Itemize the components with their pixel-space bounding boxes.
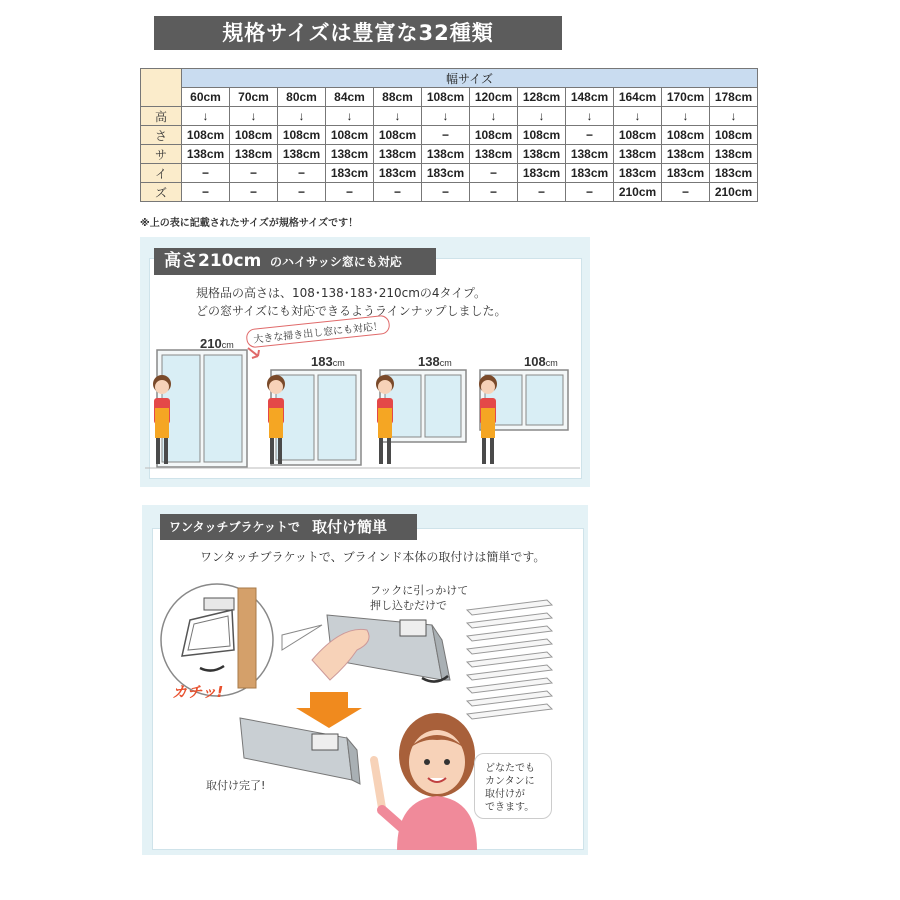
table-cell: 108cm bbox=[470, 126, 518, 145]
blind-slat bbox=[467, 691, 552, 706]
table-cell: 183cm bbox=[326, 164, 374, 183]
table-cell: 138cm bbox=[710, 145, 758, 164]
table-cell: 108cm bbox=[230, 126, 278, 145]
width-cell: 60cm bbox=[182, 88, 230, 107]
table-cell: − bbox=[278, 164, 326, 183]
table-cell: ↓ bbox=[470, 107, 518, 126]
table-cell: 108cm bbox=[662, 126, 710, 145]
table-cell: 210cm bbox=[710, 183, 758, 202]
table-cell: 138cm bbox=[470, 145, 518, 164]
table-cell: 183cm bbox=[374, 164, 422, 183]
table-cell: − bbox=[278, 183, 326, 202]
blind-slat bbox=[467, 600, 552, 615]
height-label-cell: 高 bbox=[141, 107, 182, 126]
window-label-183: 183cm bbox=[311, 354, 345, 369]
window-210-illustration bbox=[157, 350, 247, 467]
rail-push-illustration bbox=[312, 615, 450, 682]
bracket-panel-tab-subtitle: ワンタッチブラケットで bbox=[169, 520, 300, 534]
table-cell: 183cm bbox=[710, 164, 758, 183]
table-cell: 138cm bbox=[566, 145, 614, 164]
table-cell: ↓ bbox=[566, 107, 614, 126]
blind-slat bbox=[467, 626, 552, 641]
hook-text-2: 押し込むだけで bbox=[370, 599, 447, 612]
table-cell: 108cm bbox=[278, 126, 326, 145]
blind-slat bbox=[467, 665, 552, 680]
table-cell: 108cm bbox=[518, 126, 566, 145]
table-cell: − bbox=[182, 183, 230, 202]
blind-slats-illustration bbox=[467, 600, 552, 719]
height-label-cell: イ bbox=[141, 164, 182, 183]
width-cell: 178cm bbox=[710, 88, 758, 107]
table-cell: ↓ bbox=[710, 107, 758, 126]
speech-bubble bbox=[474, 753, 552, 819]
blind-slat bbox=[467, 652, 552, 667]
table-cell: 183cm bbox=[614, 164, 662, 183]
table-cell: ↓ bbox=[374, 107, 422, 126]
window-label-108: 108cm bbox=[524, 354, 558, 369]
bracket-closeup-illustration bbox=[161, 584, 322, 696]
hook-text-1: フックに引っかけて bbox=[370, 584, 469, 597]
height-label-cell: サ bbox=[141, 145, 182, 164]
width-cell: 164cm bbox=[614, 88, 662, 107]
callout-arrow-icon bbox=[248, 348, 259, 358]
blind-slat bbox=[467, 639, 552, 654]
speech-bubble-line: 取付けが bbox=[485, 789, 525, 800]
width-cell: 80cm bbox=[278, 88, 326, 107]
table-cell: 108cm bbox=[326, 126, 374, 145]
height-label-cell: さ bbox=[141, 126, 182, 145]
width-cell: 170cm bbox=[662, 88, 710, 107]
table-cell: ↓ bbox=[662, 107, 710, 126]
table-cell: − bbox=[470, 183, 518, 202]
table-cell: − bbox=[518, 183, 566, 202]
table-cell: − bbox=[470, 164, 518, 183]
table-cell: 138cm bbox=[182, 145, 230, 164]
width-cell: 128cm bbox=[518, 88, 566, 107]
table-cell: 138cm bbox=[326, 145, 374, 164]
table-cell: 138cm bbox=[278, 145, 326, 164]
down-arrow-icon bbox=[296, 692, 362, 728]
table-cell: 108cm bbox=[182, 126, 230, 145]
table-cell: 138cm bbox=[614, 145, 662, 164]
table-cell: 138cm bbox=[518, 145, 566, 164]
blind-slat bbox=[467, 678, 552, 693]
table-cell: − bbox=[326, 183, 374, 202]
width-cell: 70cm bbox=[230, 88, 278, 107]
table-cell: 138cm bbox=[662, 145, 710, 164]
height-label-cell: ズ bbox=[141, 183, 182, 202]
width-header: 幅サイズ bbox=[182, 69, 758, 88]
table-cell: − bbox=[230, 183, 278, 202]
person-icon bbox=[376, 375, 394, 464]
bracket-panel-text: ワンタッチブラケットで、ブラインド本体の取付けは簡単です。 bbox=[200, 550, 546, 564]
table-cell: 183cm bbox=[422, 164, 470, 183]
page-title: 規格サイズは豊富な32種類 bbox=[154, 16, 562, 50]
table-cell: 108cm bbox=[614, 126, 662, 145]
speech-bubble-line: カンタンに bbox=[485, 776, 535, 787]
width-cell: 84cm bbox=[326, 88, 374, 107]
table-cell: 108cm bbox=[374, 126, 422, 145]
table-cell: − bbox=[566, 183, 614, 202]
height-panel-tab bbox=[154, 248, 436, 275]
table-cell: ↓ bbox=[422, 107, 470, 126]
table-cell: − bbox=[422, 183, 470, 202]
height-panel-tab-subtitle: のハイサッシ窓にも対応 bbox=[270, 255, 402, 269]
speech-bubble-line: できます。 bbox=[485, 802, 535, 813]
bracket-panel-tab-title: 取付け簡単 bbox=[312, 518, 388, 536]
speech-bubble-line: どなたでも bbox=[485, 763, 535, 774]
table-cell: 183cm bbox=[662, 164, 710, 183]
bracket-panel-tab bbox=[160, 514, 417, 540]
table-cell: ↓ bbox=[182, 107, 230, 126]
blind-slat bbox=[467, 613, 552, 628]
table-cell: ↓ bbox=[326, 107, 374, 126]
click-sound-label: カチッ! bbox=[172, 683, 224, 701]
install-complete-label: 取付け完了! bbox=[206, 779, 266, 792]
table-cell: 183cm bbox=[518, 164, 566, 183]
woman-illustration bbox=[374, 713, 477, 850]
width-cell: 108cm bbox=[422, 88, 470, 107]
width-cell: 148cm bbox=[566, 88, 614, 107]
height-panel-tab-title: 高さ210cm bbox=[164, 251, 262, 271]
width-cell: 88cm bbox=[374, 88, 422, 107]
table-cell: − bbox=[566, 126, 614, 145]
rail-mounted-illustration bbox=[240, 718, 360, 784]
table-cell: 108cm bbox=[710, 126, 758, 145]
table-cell: ↓ bbox=[230, 107, 278, 126]
height-panel-text-1: 規格品の高さは、108･138･183･210cmの4タイプ。 bbox=[196, 286, 486, 300]
window-label-210: 210cm bbox=[200, 336, 234, 351]
table-cell: − bbox=[182, 164, 230, 183]
table-cell: ↓ bbox=[518, 107, 566, 126]
table-cell: − bbox=[662, 183, 710, 202]
table-cell: ↓ bbox=[614, 107, 662, 126]
width-cell: 120cm bbox=[470, 88, 518, 107]
table-cell: − bbox=[422, 126, 470, 145]
table-cell: − bbox=[230, 164, 278, 183]
table-cell: 138cm bbox=[422, 145, 470, 164]
table-cell: 138cm bbox=[230, 145, 278, 164]
height-panel-text-2: どの窓サイズにも対応できるようラインナップしました。 bbox=[196, 304, 507, 318]
table-note: ※上の表に記載されたサイズが規格サイズです！ bbox=[140, 218, 359, 229]
person-icon bbox=[479, 375, 497, 464]
table-cell: 210cm bbox=[614, 183, 662, 202]
table-cell: 183cm bbox=[566, 164, 614, 183]
blind-slat bbox=[467, 704, 552, 719]
size-table bbox=[140, 68, 758, 202]
table-cell: − bbox=[374, 183, 422, 202]
table-cell: 138cm bbox=[374, 145, 422, 164]
table-corner bbox=[141, 69, 182, 107]
callout-label: 大きな掃き出し窓にも対応！ bbox=[245, 315, 390, 349]
table-cell: ↓ bbox=[278, 107, 326, 126]
window-label-138: 138cm bbox=[418, 354, 452, 369]
